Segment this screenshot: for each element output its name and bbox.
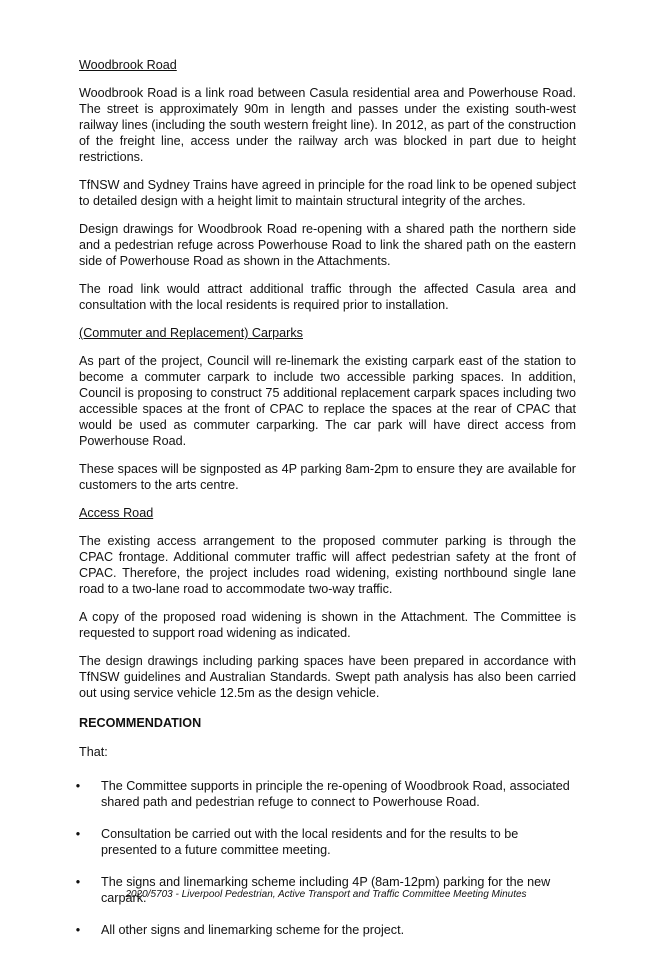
- document-body: [75, 57, 576, 954]
- recommendation-item: [75, 778, 576, 810]
- paragraph: The existing access arrangement to the proposed commuter parking is through the CPAC frontage. Additional commuter traffic will affect pedestrian safety at the front of CPAC. Therefore, the project includes road widening, existing northbound single lane road to a two-lane road to accommodate two-way traffic.: [79, 534, 576, 596]
- section-heading-woodbrook-road: Woodbrook Road: [79, 58, 177, 72]
- paragraph: TfNSW and Sydney Trains have agreed in principle for the road link to be opened subject to detailed design with a height limit to maintain structural integrity of the arches.: [79, 178, 576, 208]
- paragraph: A copy of the proposed road widening is shown in the Attachment. The Committee is requested to support road widening as indicated.: [79, 610, 576, 640]
- recommendation-item-text: Consultation be carried out with the local residents and for the results to be presented to a future committee meeting.: [101, 827, 519, 857]
- paragraph: These spaces will be signposted as 4P parking 8am-2pm to ensure they are available for customers to the arts centre.: [79, 462, 576, 492]
- paragraph: Design drawings for Woodbrook Road re-opening with a shared path the northern side and a pedestrian refuge across Powerhouse Road to link the shared path on the eastern side of Powerhouse Road as shown in the Attachments.: [79, 222, 576, 268]
- recommendation-list: [75, 778, 576, 938]
- bullet-icon: •: [75, 875, 81, 889]
- page-footer: 2020/5703 - Liverpool Pedestrian, Active Transport and Traffic Committee Meeting Minutes: [125, 889, 527, 900]
- bullet-icon: •: [75, 923, 81, 937]
- recommendation-item: [75, 826, 576, 858]
- paragraph: Woodbrook Road is a link road between Casula residential area and Powerhouse Road. The street is approximately 90m in length and passes under the existing south-west railway lines (including the south western freight line). In 2012, as part of the construction of the freight line, access under the railway arch was blocked in part due to height restrictions.: [79, 86, 576, 164]
- recommendation-item-text: All other signs and linemarking scheme for the project.: [101, 923, 405, 937]
- recommendation-intro: That:: [79, 745, 108, 759]
- recommendation-heading: RECOMMENDATION: [79, 716, 202, 730]
- section-heading-carparks: (Commuter and Replacement) Carparks: [79, 326, 303, 340]
- recommendation-item: [75, 922, 576, 938]
- recommendation-item-text: The signs and linemarking scheme including 4P (8am-12pm) parking for the new carpark.: [101, 875, 551, 905]
- paragraph: The design drawings including parking spaces have been prepared in accordance with TfNSW guidelines and Australian Standards. Swept path analysis has also been carried out using service vehicle 12.5m as the design vehicle.: [79, 654, 576, 700]
- paragraph: As part of the project, Council will re-linemark the existing carpark east of the station to become a commuter carpark to include two accessible parking spaces. In addition, Council is proposing to construct 75 additional replacement carpark spaces including two accessible spaces at the front of CPAC to replace the spaces at the rear of CPAC that would be used as commuter carparking. The car park will have direct access from Powerhouse Road.: [79, 354, 576, 448]
- paragraph: The road link would attract additional traffic through the affected Casula area and consultation with the local residents is required prior to installation.: [79, 282, 576, 312]
- bullet-icon: •: [75, 827, 81, 841]
- section-heading-access-road: Access Road: [79, 506, 154, 520]
- recommendation-item-text: The Committee supports in principle the re-opening of Woodbrook Road, associated shared path and pedestrian refuge to connect to Powerhouse Road.: [101, 779, 570, 809]
- bullet-icon: •: [75, 779, 81, 793]
